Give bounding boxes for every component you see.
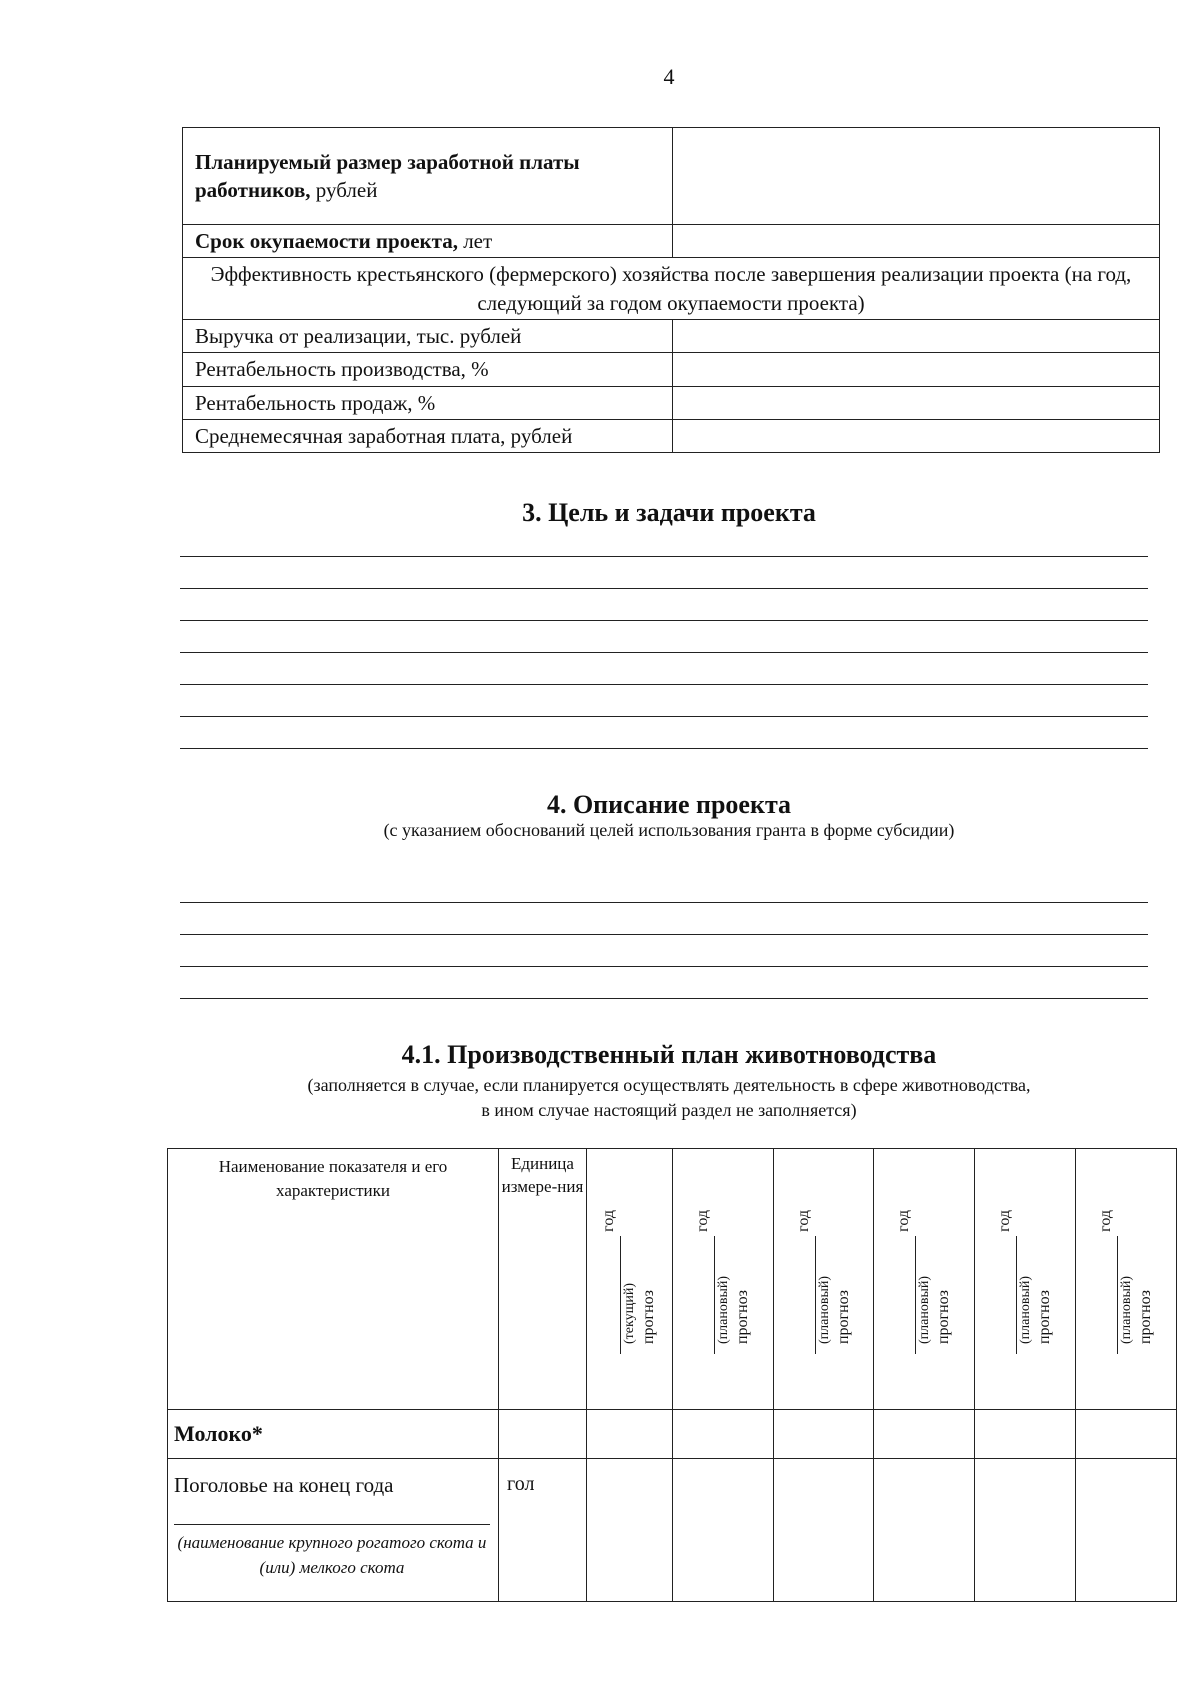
table-cell[interactable] [1076, 1459, 1177, 1602]
year-header-planned [672, 1149, 773, 1410]
payback-value-cell[interactable] [673, 225, 1160, 258]
table-cell[interactable] [773, 1410, 874, 1459]
section3-title: 3. Цель и задачи проекта [522, 498, 816, 527]
payback-label: Срок окупаемости проекта, лет [183, 225, 673, 258]
year-header-planned [975, 1149, 1076, 1410]
section4-subtitle: (с указанием обоснований целей использования гранта в форме субсидии) [383, 820, 955, 840]
year-kind: (плановый) [816, 1275, 832, 1344]
fill-line[interactable] [180, 934, 1148, 935]
table-cell[interactable] [1076, 1410, 1177, 1459]
section41-title: 4.1. Производственный план животноводства [401, 1040, 937, 1069]
section41-subtitle [0, 1073, 1200, 1123]
year-header-planned [773, 1149, 874, 1410]
year-forecast: прогноз [733, 1289, 751, 1344]
section41-subtitle-line: в ином случае настоящий раздел не заполняется) [481, 1100, 857, 1121]
header-name: Наименование показателя и его характеристики [168, 1149, 499, 1410]
page-number: 4 [663, 64, 675, 89]
table-row [183, 128, 1160, 225]
year-label: год [600, 1210, 618, 1232]
efficiency-table [182, 127, 1160, 453]
year-label: год [996, 1210, 1014, 1232]
fill-line[interactable] [180, 716, 1148, 717]
section41-subtitle-line: (заполняется в случае, если планируется осуществлять деятельность в сфере животноводства, [307, 1075, 1031, 1095]
table-row [168, 1459, 1177, 1602]
herd-name-blank-line[interactable] [174, 1524, 490, 1525]
header-unit: Единица измере-ния [499, 1149, 587, 1410]
milk-label: Молоко* [168, 1410, 499, 1459]
fill-line[interactable] [180, 684, 1148, 685]
sales-profitability-value-cell[interactable] [673, 386, 1160, 419]
table-cell[interactable] [975, 1410, 1076, 1459]
year-header-current [586, 1149, 672, 1410]
herd-hint: (наименование крупного рогатого скота и (или) мелкого скота [177, 1533, 487, 1577]
table-cell[interactable] [773, 1459, 874, 1602]
salary-value-cell[interactable] [673, 128, 1160, 225]
table-cell[interactable] [672, 1410, 773, 1459]
efficiency-heading: Эффективность крестьянского (фермерского) хозяйства после завершения реализации проекта (на год, следующий за годом окупаемости проекта) [183, 258, 1160, 320]
year-header-planned [1076, 1149, 1177, 1410]
table-row [168, 1410, 1177, 1459]
table-row [168, 1149, 1177, 1410]
year-label: год [794, 1210, 812, 1232]
table-cell[interactable] [586, 1410, 672, 1459]
fill-line[interactable] [180, 652, 1148, 653]
section4-title: 4. Описание проекта [546, 790, 792, 819]
herd-label-cell [168, 1459, 499, 1602]
avg-salary-value-cell[interactable] [673, 420, 1160, 453]
year-forecast: прогноз [640, 1289, 658, 1344]
year-header-planned [874, 1149, 975, 1410]
year-kind: (плановый) [917, 1275, 933, 1344]
table-row [183, 320, 1160, 353]
year-kind: (плановый) [1118, 1275, 1134, 1344]
revenue-label: Выручка от реализации, тыс. рублей [183, 320, 673, 353]
production-profitability-label: Рентабельность производства, % [183, 353, 673, 386]
year-forecast: прогноз [935, 1289, 953, 1344]
avg-salary-label: Среднемесячная заработная плата, рублей [183, 420, 673, 453]
table-cell[interactable] [874, 1410, 975, 1459]
fill-line[interactable] [180, 556, 1148, 557]
revenue-value-cell[interactable] [673, 320, 1160, 353]
livestock-table [167, 1148, 1177, 1602]
table-cell[interactable] [499, 1410, 587, 1459]
herd-unit: гол [499, 1459, 587, 1602]
year-forecast: прогноз [1036, 1289, 1054, 1344]
sales-profitability-label: Рентабельность продаж, % [183, 386, 673, 419]
fill-line[interactable] [180, 966, 1148, 967]
table-cell[interactable] [874, 1459, 975, 1602]
year-label: год [1097, 1210, 1115, 1232]
production-profitability-value-cell[interactable] [673, 353, 1160, 386]
table-row [183, 225, 1160, 258]
fill-line[interactable] [180, 588, 1148, 589]
salary-label: Планируемый размер заработной платы работников, рублей [183, 128, 673, 225]
table-cell[interactable] [586, 1459, 672, 1602]
table-row [183, 420, 1160, 453]
table-row [183, 386, 1160, 419]
year-kind: (плановый) [715, 1275, 731, 1344]
table-cell[interactable] [975, 1459, 1076, 1602]
year-kind: (текущий) [622, 1282, 638, 1344]
table-cell[interactable] [672, 1459, 773, 1602]
year-forecast: прогноз [834, 1289, 852, 1344]
fill-line[interactable] [180, 748, 1148, 749]
fill-line[interactable] [180, 902, 1148, 903]
year-forecast: прогноз [1137, 1289, 1155, 1344]
table-row [183, 258, 1160, 320]
fill-line[interactable] [180, 620, 1148, 621]
year-label: год [895, 1210, 913, 1232]
year-label: год [693, 1210, 711, 1232]
year-kind: (плановый) [1018, 1275, 1033, 1344]
fill-line[interactable] [180, 998, 1148, 999]
herd-label: Поголовье на конец года [174, 1473, 394, 1497]
table-row [183, 353, 1160, 386]
